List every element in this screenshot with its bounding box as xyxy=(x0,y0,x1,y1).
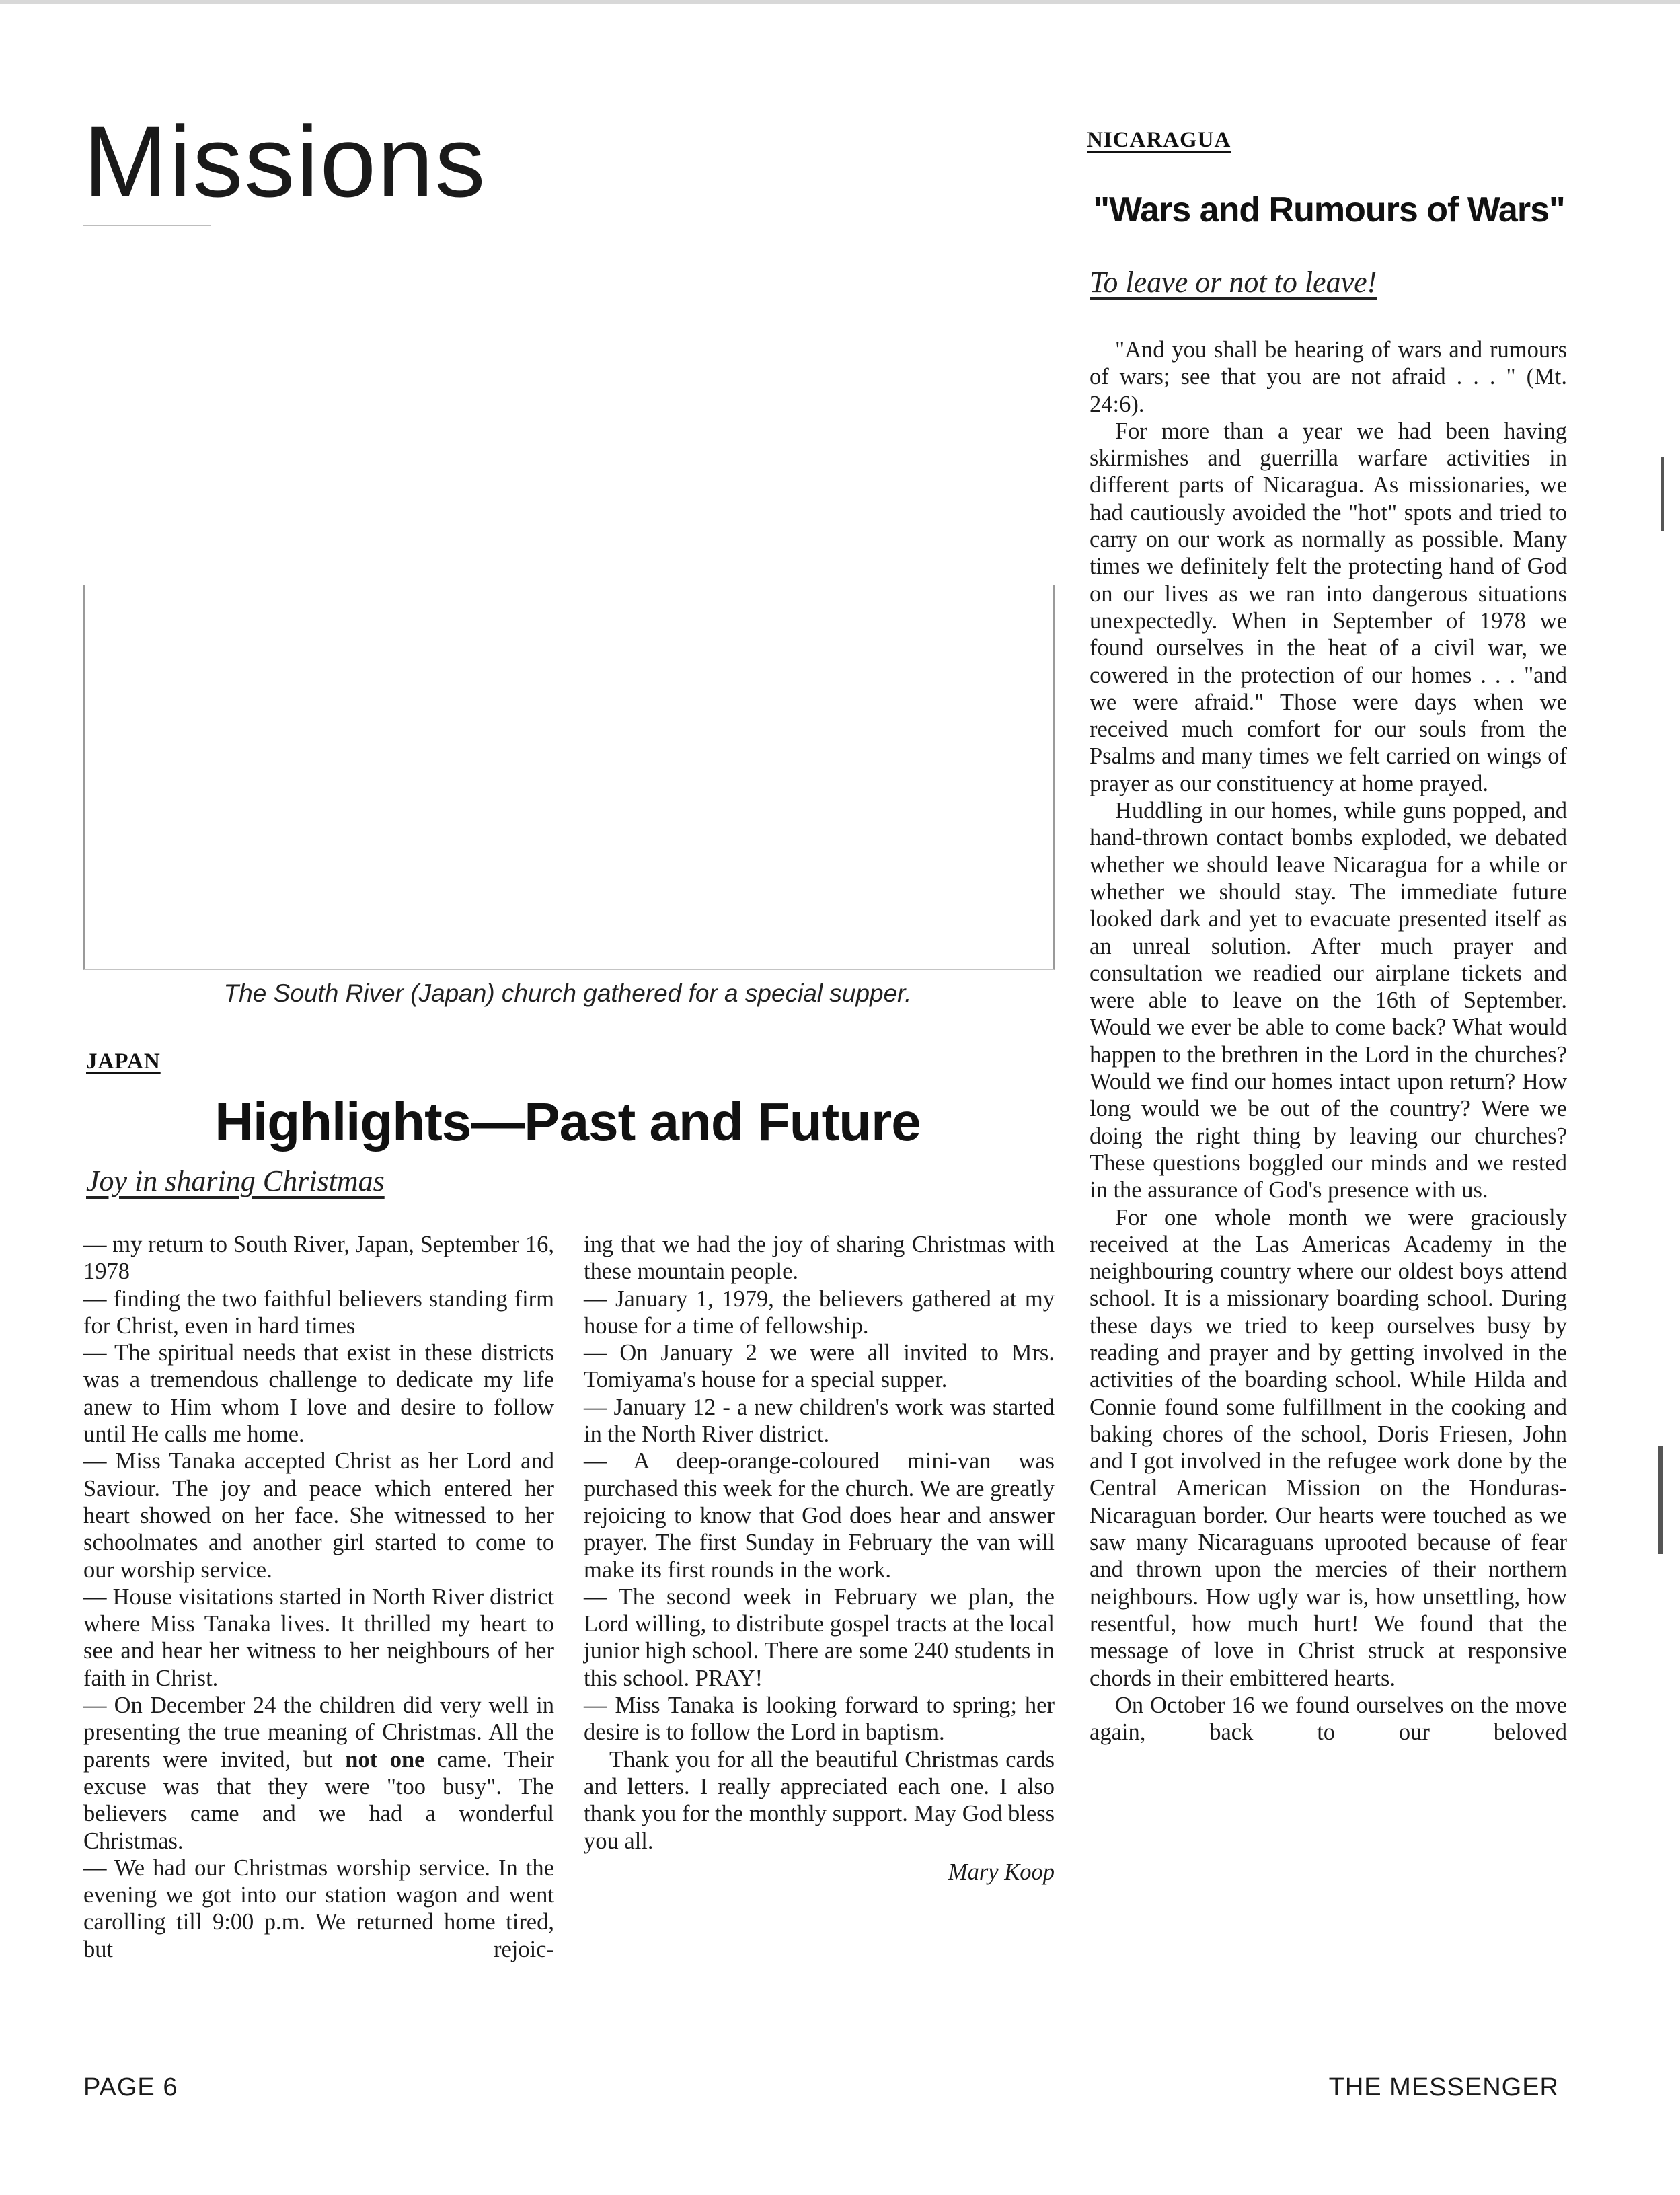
japan-item: — A deep-orange-coloured mini-van was purchased this week for the church. We are greatly rejoicing to know that God does hear and answer prayer. The first Sunday in February the van will make its first rounds in the work. xyxy=(584,1448,1055,1583)
japan-subhead: Joy in sharing Christmas xyxy=(86,1164,385,1197)
japan-item: — On January 2 we were all invited to Mrs. Tomiyama's house for a special supper. xyxy=(584,1340,1055,1393)
japan-item: — Miss Tanaka is looking forward to spring; her desire is to follow the Lord in baptism. xyxy=(584,1692,1055,1746)
japan-item: — January 1, 1979, the believers gathered at my house for a time of fellowship. xyxy=(584,1286,1055,1339)
nicaragua-paragraph: For one whole month we were graciously received at the Las Americas Academy in the neighbouring country where our oldest boys attend school. It is a missionary boarding school. During these days we tried to keep ourselves busy by reading and prayer and by getting involved in the activities of the boarding school. While Hilda and Connie found some fulfillment in the cooking and baking chores of the school, Doris Friesen, John and I got involved in the refugee work done by the Central American Mission on the Honduras-Nicaraguan border. Our hearts were touched as we saw many Nicaraguans uprooted because of fear and thrown upon the mercies of their northern neighbours. How ugly war is, how unsettling, how resentful, how much hurt! We found that the message of love in Christ struck at responsive chords in their embittered hearts. xyxy=(1090,1204,1567,1691)
section-title: Missions xyxy=(83,105,487,218)
nicaragua-paragraph: "And you shall be hearing of wars and rumours of wars; see that you are not afraid . . . " (Mt. 24:6). xyxy=(1090,337,1567,417)
japan-item: ing that we had the joy of sharing Christmas with these mountain people. xyxy=(584,1232,1055,1285)
japan-item: — We had our Christmas worship service. In the evening we got into our station wagon and went carolling till 9:00 p.m. We returned home tired, but rejoic- xyxy=(83,1855,554,1962)
photo-caption: The South River (Japan) church gathered for a special supper. xyxy=(223,979,912,1007)
nicaragua-kicker: NICARAGUA xyxy=(1087,128,1231,152)
japan-column-2 xyxy=(584,1231,1055,1886)
nicaragua-headline: "Wars and Rumours of Wars" xyxy=(1093,190,1565,229)
scan-margin-mark xyxy=(1661,457,1664,531)
december-text-emphasis: not one xyxy=(345,1746,425,1773)
japan-item: — The spiritual needs that exist in these districts was a tremendous challenge to dedicate my life anew to Him whom I love and desire to follow until He calls me home. xyxy=(83,1340,554,1448)
japan-column-1 xyxy=(83,1231,554,1963)
japan-signature: Mary Koop xyxy=(948,1859,1055,1885)
japan-item: — Miss Tanaka accepted Christ as her Lord and Saviour. The joy and peace which entered her heart showed on her face. She witnessed to her schoolmates and another girl started to come to our worship service. xyxy=(83,1448,554,1583)
nicaragua-paragraph: For more than a year we had been having skirmishes and guerrilla warfare activities in different parts of Nicaragua. As missionaries, we had cautiously avoided the "hot" spots and tried to carry on our work as normally as possible. Many times we definitely felt the protecting hand of God on our lives as we ran into dangerous situations unexpectedly. When in September of 1978 we found ourselves in the heat of a civil war, we cowered in the protection of our homes . . . "and we were afraid." Those were days when we received much comfort for our souls from the Psalms and many times we felt carried on wings of prayer as our constituency at home prayed. xyxy=(1090,418,1567,796)
december-text-before: — On December 24 the children did very well in presenting the true meaning of Christmas. All the parents were invited, but xyxy=(83,1692,554,1773)
japan-item: — my return to South River, Japan, September 16, 1978 xyxy=(83,1232,554,1285)
japan-headline: Highlights—Past and Future xyxy=(215,1092,921,1152)
japan-item: — January 12 - a new children's work was started in the North River district. xyxy=(584,1394,1055,1448)
japan-item-december xyxy=(83,1692,554,1855)
scan-margin-mark xyxy=(1658,1446,1663,1554)
japan-item: — finding the two faithful believers standing firm for Christ, even in hard times xyxy=(83,1286,554,1339)
top-rule xyxy=(0,0,1680,4)
december-text-after: came. Their excuse was that they were "too busy". The believers came and we had a wonderful Christmas. xyxy=(83,1746,554,1854)
nicaragua-paragraph: Huddling in our homes, while guns popped, and hand-thrown contact bombs exploded, we debated whether we should leave Nicaragua for a while or whether we should stay. The immediate future looked dark and yet to evacuate presented itself as an unreal solution. After much prayer and consultation we readied our airplane tickets and were able to leave on the 16th of September. Would we ever be able to come back? What would happen to the brethren in the Lord in the churches? Would we find our homes intact upon return? How long would we be out of the country? Were we doing the right thing by leaving our churches? These questions boggled our minds and we rested in the assurance of God's presence with us. xyxy=(1090,798,1567,1203)
japan-kicker: JAPAN xyxy=(86,1049,161,1074)
japan-item: — House visitations started in North River district where Miss Tanaka lives. It thrilled my heart to see and hear her witness to her neighbours of her faith in Christ. xyxy=(83,1584,554,1691)
publication-name: THE MESSENGER xyxy=(1328,2073,1559,2101)
title-underline xyxy=(83,225,211,226)
nicaragua-subhead: To leave or not to leave! xyxy=(1090,266,1377,299)
page-number: PAGE 6 xyxy=(83,2073,178,2101)
nicaragua-paragraph: On October 16 we found ourselves on the move again, back to our beloved xyxy=(1090,1692,1567,1746)
photo-placeholder xyxy=(83,585,1055,970)
nicaragua-column xyxy=(1090,336,1567,1746)
japan-item: — The second week in February we plan, the Lord willing, to distribute gospel tracts at the local junior high school. There are some 240 students in this school. PRAY! xyxy=(584,1584,1055,1691)
japan-closing: Thank you for all the beautiful Christmas cards and letters. I really appreciated each one. I also thank you for the monthly support. May God bless you all. xyxy=(584,1746,1055,1854)
